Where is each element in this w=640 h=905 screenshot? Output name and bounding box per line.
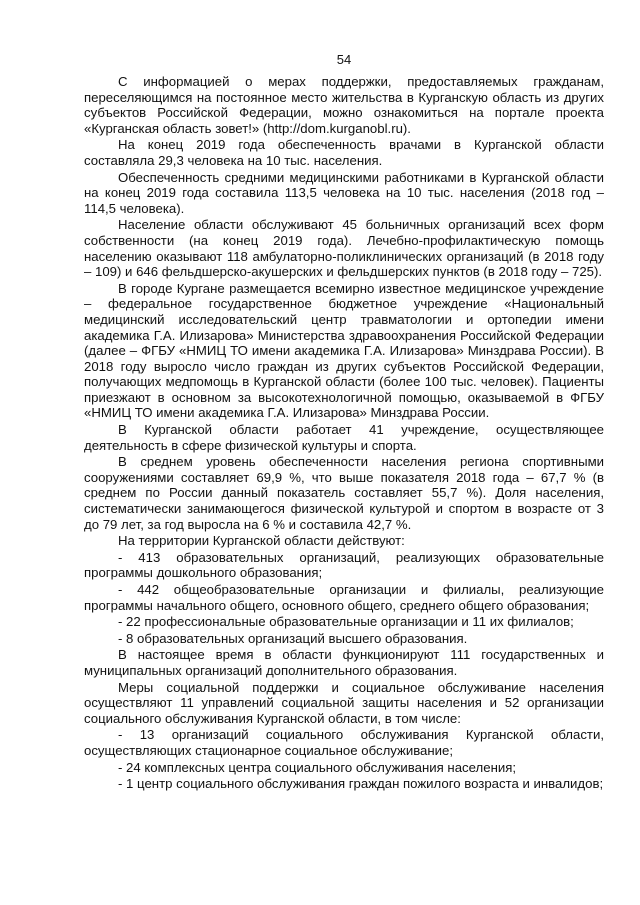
document-page — [84, 52, 604, 793]
paragraph-nurses-ratio: Обеспеченность средними медицинскими работниками в Курганской области на конец 2019 года составила 113,5 человека на 10 тыс. населения (2018 год – 114,5 человека). — [84, 169, 604, 216]
list-item-professional-education: - 22 профессиональные образовательные организации и 11 их филиалов; — [118, 614, 574, 630]
paragraph-hospital-organizations: Население области обслуживают 45 больничных организаций всех форм собственности (на конец 2019 года). Лечебно-профилактическую помощь населению оказывают 118 амбулаторно-поликлинических организаций (в 2018 году – 109) и 646 фельдшерско-акушерских и фельдшерских пунктов (в 2018 году – 725). — [84, 217, 604, 280]
page-number: 54 — [336, 52, 352, 67]
paragraph-sports-institutions: В Курганской области работает 41 учреждение, осуществляющее деятельность в сфере физической культуры и спорта. — [84, 422, 604, 453]
list-item-general-education: - 442 общеобразовательные организации и филиалы, реализующие программы начального общего, основного общего, среднего общего образования; — [84, 582, 604, 613]
list-item-complex-centers: - 24 комплексных центра социального обслуживания населения; — [118, 759, 517, 775]
list-item-elderly-disabled-center: - 1 центр социального обслуживания граждан пожилого возраста и инвалидов; — [118, 776, 604, 792]
paragraph-social-support: Меры социальной поддержки и социальное обслуживание населения осуществляют 11 управлений социальной защиты населения и 52 организации социального обслуживания Курганской области, в том числе: — [84, 679, 604, 726]
paragraph-sports-facilities: В среднем уровень обеспеченности населения региона спортивными сооружениями составляет 69,9 %, что выше показателя 2018 года – 67,7 % (в среднем по России данный показатель составляет 55,7 %). Доля населения, систематически занимающегося физической культурой и спортом в возрасте от 3 до 79 лет, за год выросла на 6 % и составила 42,7 %. — [84, 454, 604, 532]
paragraph-education-intro: На территории Курганской области действуют: — [118, 533, 405, 549]
paragraph-relocation-support: С информацией о мерах поддержки, предоставляемых гражданам, переселяющимся на постоянное место жительства в Курганскую область из других субъектов Российской Федерации, можно ознакомиться на портале проекта «Курганская область зовет!» (http://dom.kurganobl.ru). — [84, 74, 604, 136]
paragraph-ilizarov-center: В городе Кургане размещается всемирно известное медицинское учреждение – федеральное государственное бюджетное учреждение «Национальный медицинский исследовательский центр травматологии и ортопедии имени академика Г.А. Илизарова» Министерства здравоохранения Российской Федерации (далее – ФГБУ «НМИЦ ТО имени академика Г.А. Илизарова» Минздрава России). В 2018 году выросло число граждан из других субъектов Российской Федерации, получающих медпомощь в Курганской области (более 100 тыс. человек). Пациенты приезжают в основном за высокотехнологичной помощью, оказываемой в ФГБУ «НМИЦ ТО имени академика Г.А. Илизарова» Минздрава России. — [84, 280, 604, 421]
paragraph-additional-education: В настоящее время в области функционируют 111 государственных и муниципальных организаций дополнительного образования. — [84, 647, 604, 678]
list-item-preschool: - 413 образовательных организаций, реализующих образовательные программы дошкольного образования; — [84, 549, 604, 581]
list-item-stationary-social-service: - 13 организаций социального обслуживания Курганской области, осуществляющих стационарное социальное обслуживание; — [84, 727, 604, 758]
list-item-higher-education: - 8 образовательных организаций высшего образования. — [118, 630, 468, 646]
paragraph-doctors-ratio: На конец 2019 года обеспеченность врачами в Курганской области составляла 29,3 человека на 10 тыс. населения. — [84, 137, 604, 168]
